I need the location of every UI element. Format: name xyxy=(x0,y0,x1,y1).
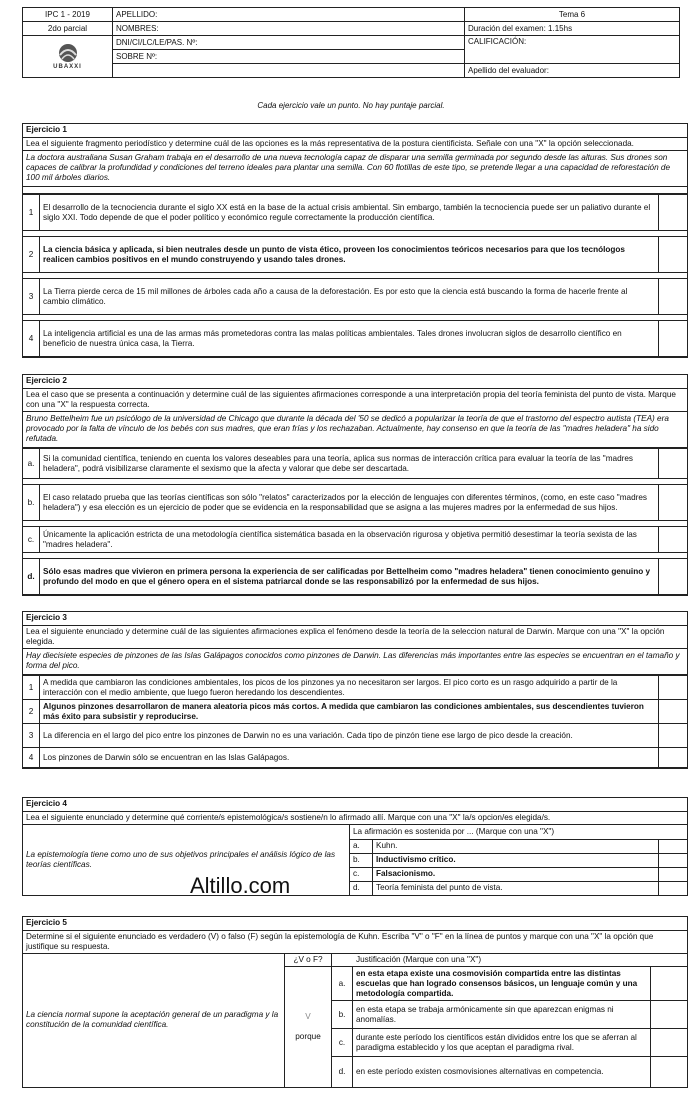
exam-cell: 2do parcial xyxy=(23,22,113,36)
option-text: La inteligencia artificial es una de las armas más prometedoras contra las malas políticas ambientales. Tales drones involucran siglos de desarrollo científico en beneficio de nuestra única casa, la Tierra. xyxy=(40,321,659,357)
exam-header xyxy=(22,7,680,78)
ex4-statement: La epistemología tiene como uno de sus objetivos principales el análisis lógico de las teorías científicas. xyxy=(23,825,350,895)
exercise-instructions: Lea el siguiente enunciado y determine qué corriente/s epistemológica/s sostiene/n lo afirmado allí. Marque con una "X" la/s opcion/es elegida/s. xyxy=(23,812,687,825)
option-row xyxy=(23,676,687,700)
answer-box[interactable] xyxy=(659,527,688,553)
vf-answer: V xyxy=(305,1011,311,1021)
answer-box[interactable] xyxy=(659,853,688,867)
options-table xyxy=(23,448,687,595)
dni-field[interactable]: DNI/CI/LC/LE/PAS. Nº: xyxy=(113,36,465,50)
answer-box[interactable] xyxy=(659,839,688,853)
option-letter: c. xyxy=(332,1029,353,1057)
answer-box[interactable] xyxy=(659,724,688,748)
answer-box[interactable] xyxy=(659,867,688,881)
option-row xyxy=(23,559,687,595)
option-number: 3 xyxy=(23,279,40,315)
option-letter: d. xyxy=(23,559,40,595)
answer-box[interactable] xyxy=(659,279,688,315)
option-text: Sólo esas madres que vivieron en primera persona la experiencia de ser calificadas por Bettelheim como "madres heladera" tienen conocimiento genuino y profundo del modo en que el género opera en el sistema patriarcal donde se las responsabilizó por la enfermedad de sus hijos. xyxy=(40,559,659,595)
vf-header: ¿V o F? xyxy=(285,954,332,967)
logo-cell xyxy=(23,36,113,78)
option-row xyxy=(23,748,687,768)
option-letter: a. xyxy=(23,449,40,479)
answer-box[interactable] xyxy=(659,485,688,521)
exercise-instructions: Lea el caso que se presenta a continuación y determine cuál de las siguientes afirmaciones corresponde a una interpretación propia del teoría feminista del punto de vista. Marque con una "X" la respuesta correcta. xyxy=(23,389,687,412)
option-text: en esta etapa existe una cosmovisión compartida entre las distintas escuelas que han logrado consensos básicos, un lenguaje común y una metodología compartida. xyxy=(353,967,651,1001)
apellido-field[interactable]: APELLIDO: xyxy=(113,8,465,22)
exercise-title: Ejercicio 1 xyxy=(23,124,687,138)
course-cell: IPC 1 - 2019 xyxy=(23,8,113,22)
option-text: El desarrollo de la tecnociencia durante el siglo XX está en la base de la actual crisis ambiental. Sin embargo, también la tecnociencia puede ser un paliativo durante el siglo XXI. Todo depende de que el poder político y económico regule correctamente la producción científica. xyxy=(40,195,659,231)
option-row xyxy=(23,279,687,315)
option-letter: a. xyxy=(350,839,373,853)
answer-box[interactable] xyxy=(659,195,688,231)
option-text: Kuhn. xyxy=(373,839,659,853)
answer-box[interactable] xyxy=(659,559,688,595)
ubaxxi-emblem-icon xyxy=(55,42,81,64)
exercise-instructions: Determine si el siguiente enunciado es verdadero (V) o falso (F) según la epistemología de Kuhn. Escriba "V" o "F" en la línea de puntos y marque con una "X" la opción que justifique su respuesta. xyxy=(23,931,687,954)
exercise-2 xyxy=(22,374,688,596)
nombres-field[interactable]: NOMBRES: xyxy=(113,22,465,36)
answer-box[interactable] xyxy=(651,967,688,1001)
option-letter: d. xyxy=(350,881,373,895)
sobre-field[interactable]: SOBRE Nº: xyxy=(113,50,465,64)
exercise-instructions: Lea el siguiente fragmento periodístico y determine cuál de las opciones es la más representativa de la postura cientificista. Señale con una "X" la opción seleccionada. xyxy=(23,138,687,151)
answer-box[interactable] xyxy=(659,748,688,768)
answer-box[interactable] xyxy=(659,700,688,724)
answer-box[interactable] xyxy=(659,321,688,357)
exercise-case: La doctora australiana Susan Graham trabaja en el desarrollo de una nueva tecnología capaz de disparar una semilla germinada por segundo desde las alturas. Sus drones son capaces de calibrar la profundidad y condiciones del terreno ideales para plantar una semilla. Con 60 flotillas de este tipo, se pretende llegar a una capacidad de reforestación de 100 mil árboles diarios. xyxy=(23,151,687,187)
option-text: Inductivismo crítico. xyxy=(373,853,659,867)
option-row xyxy=(23,700,687,724)
option-number: 1 xyxy=(23,676,40,700)
instructions-note: Cada ejercicio vale un punto. No hay puntaje parcial. xyxy=(257,101,445,110)
calificacion-cell: CALIFICACIÓN: xyxy=(465,36,680,64)
option-number: 3 xyxy=(23,724,40,748)
option-text: Si la comunidad científica, teniendo en cuenta los valores deseables para una teoría, aplica sus normas de interacción crítica para evaluar la teoría de las "madres heladera", podrá visibilizarse claramente el sexismo que la afecta y valorar que debe ser descartada. xyxy=(40,449,659,479)
option-letter: c. xyxy=(23,527,40,553)
option-text: Los pinzones de Darwin sólo se encuentran en las Islas Galápagos. xyxy=(40,748,659,768)
option-text: durante este período los científicos están divididos entre los que se aferran al paradigma establecido y los que aceptan el paradigma rival. xyxy=(353,1029,651,1057)
option-number: 2 xyxy=(23,700,40,724)
ex4-table xyxy=(23,825,687,895)
duracion-cell: Duración del examen: 1.15hs xyxy=(465,22,680,36)
ex5-table xyxy=(23,954,687,1087)
answer-box[interactable] xyxy=(651,1001,688,1029)
evaluador-cell: Apellido del evaluador: xyxy=(465,64,680,78)
option-text: Únicamente la aplicación estricta de una metodología científica sistemática basada en la observación rigurosa y objetiva permitió desestimar la teoría sexista de las "madres heladera". xyxy=(40,527,659,553)
tema-cell: Tema 6 xyxy=(465,8,680,22)
exercise-title: Ejercicio 5 xyxy=(23,917,687,931)
logo-text: UBAXXI xyxy=(53,63,82,70)
option-row xyxy=(23,321,687,357)
option-row xyxy=(23,449,687,479)
answer-box[interactable] xyxy=(659,449,688,479)
option-row xyxy=(23,195,687,231)
option-text: en este período existen cosmovisiones alternativas en competencia. xyxy=(353,1057,651,1087)
exercise-title: Ejercicio 4 xyxy=(23,798,687,812)
option-text: La diferencia en el largo del pico entre los pinzones de Darwin no es una variación. Cada tipo de pinzón tiene ese largo de pico desde la creación. xyxy=(40,724,659,748)
vf-answer-cell[interactable] xyxy=(285,967,332,1087)
option-number: 4 xyxy=(23,748,40,768)
exercise-case: Bruno Bettelheim fue un psicólogo de la universidad de Chicago que durante la década del '50 se dedicó a popularizar la teoría de que el trastorno del espectro autista (TEA) era provocado por la falta de vínculo de los bebés con sus madres, que eran frías y los rechazaban. Actualmente, hay consenso en que la teoría de las "madres heladera" ha sido refutada. xyxy=(23,412,687,448)
option-text: El caso relatado prueba que las teorías científicas son sólo "relatos" caracterizados por la elección de lenguajes con diferentes términos, (como, en este caso "madres heladera") y esa elección es un ejercicio de poder que se evidencia en la responsabilidad que se asigna a las mujeres madres por la enfermedad de sus hijos. xyxy=(40,485,659,521)
option-number: 2 xyxy=(23,237,40,273)
option-text: en esta etapa se trabaja armónicamente sin que aparezcan enigmas ni anomalías. xyxy=(353,1001,651,1029)
option-text: Teoría feminista del punto de vista. xyxy=(373,881,659,895)
ubaxxi-logo xyxy=(26,42,109,71)
option-text: Falsacionismo. xyxy=(373,867,659,881)
exercise-3 xyxy=(22,611,688,769)
exercise-instructions: Lea el siguiente enunciado y determine cuál de las siguientes afirmaciones explica el fenómeno desde la teoría de la seleccion natural de Darwin. Marque con una "X" la opción elegida. xyxy=(23,626,687,649)
answer-box[interactable] xyxy=(659,676,688,700)
answer-box[interactable] xyxy=(659,881,688,895)
answer-box[interactable] xyxy=(651,1029,688,1057)
justification-header: Justificación (Marque con una "X") xyxy=(332,954,688,967)
options-table xyxy=(23,675,687,768)
option-letter: a. xyxy=(332,967,353,1001)
option-row xyxy=(23,527,687,553)
answer-box[interactable] xyxy=(651,1057,688,1087)
option-row xyxy=(23,724,687,748)
option-text: A medida que cambiaron las condiciones ambientales, los picos de los pinzones ya no necesitaron ser largos. El pico corto es un rasgo adquirido a partir de la interacción con el medio ambiente, que luego fueron heredando los descendientes. xyxy=(40,676,659,700)
watermark: Altillo.com xyxy=(190,873,291,898)
option-text: Algunos pinzones desarrollaron de manera aleatoria picos más cortos. A medida que cambiaron las condiciones ambientales, sus descendientes tuvieron más éxito para subsistir y reproducirse. xyxy=(40,700,659,724)
answer-box[interactable] xyxy=(659,237,688,273)
option-text: La Tierra pierde cerca de 15 mil millones de árboles cada año a causa de la deforestación. Es por esto que la ciencia está buscando la forma de hacerle frente al cambio climático. xyxy=(40,279,659,315)
option-text: La ciencia básica y aplicada, si bien neutrales desde un punto de vista ético, proveen los conocimientos teóricos necesarios para que los tecnólogos realicen cambios positivos en el mundo construyendo y usando tales drones. xyxy=(40,237,659,273)
option-letter: b. xyxy=(332,1001,353,1029)
porque-label: porque xyxy=(295,1031,321,1041)
options-table xyxy=(23,194,687,357)
option-letter: b. xyxy=(350,853,373,867)
option-row xyxy=(23,485,687,521)
exercise-1 xyxy=(22,123,688,358)
option-number: 1 xyxy=(23,195,40,231)
option-row xyxy=(23,237,687,273)
exercise-case: Hay diecisiete especies de pinzones de las Islas Galápagos conocidos como pinzones de Darwin. Las diferencias más importantes entre las especies se encuentran en el tamaño y forma del pico. xyxy=(23,649,687,675)
ex5-statement: La ciencia normal supone la aceptación general de un paradigma y la constitución de la comunidad científica. xyxy=(23,954,285,1087)
spacer xyxy=(23,187,687,194)
exercise-title: Ejercicio 2 xyxy=(23,375,687,389)
exercise-title: Ejercicio 3 xyxy=(23,612,687,626)
option-letter: d. xyxy=(332,1057,353,1087)
ex4-column-header: La afirmación es sostenida por ... (Marque con una "X") xyxy=(350,825,688,839)
option-number: 4 xyxy=(23,321,40,357)
exercise-4 xyxy=(22,797,688,896)
blank-field xyxy=(113,64,465,78)
option-letter: c. xyxy=(350,867,373,881)
exercise-5 xyxy=(22,916,688,1088)
option-letter: b. xyxy=(23,485,40,521)
